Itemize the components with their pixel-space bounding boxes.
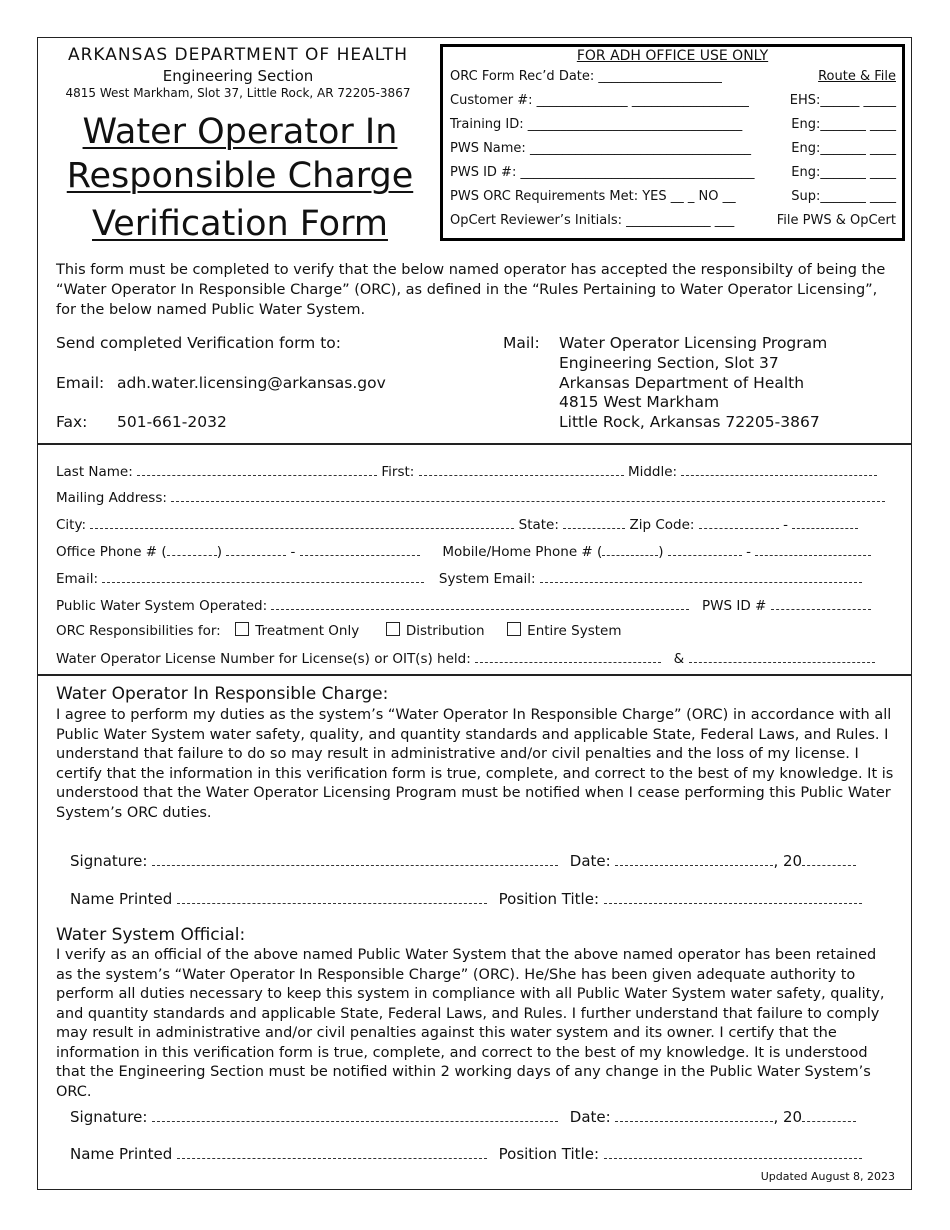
official-signature-field[interactable]: [152, 1108, 558, 1122]
office-file-pws: File PWS & OpCert: [776, 213, 896, 228]
mail-line-3: Arkansas Department of Health: [559, 374, 805, 392]
mailing-address-label: Mailing Address:: [56, 490, 167, 506]
pws-operated-label: Public Water System Operated:: [56, 598, 268, 614]
orc-date-label: Date:: [569, 852, 611, 870]
orc-name-printed-label: Name Printed: [70, 890, 173, 908]
mobile-phone-line-field[interactable]: [755, 542, 871, 556]
last-name-row: [56, 462, 877, 480]
office-sup: Sup:_______ ____: [791, 189, 896, 204]
orc-signature-label: Signature:: [70, 852, 148, 870]
office-eng-1: Eng:_______ ____: [791, 117, 896, 132]
pws-operated-field[interactable]: [271, 596, 689, 610]
official-date-field[interactable]: [615, 1108, 773, 1122]
agency-name: ARKANSAS DEPARTMENT OF HEALTH: [67, 45, 409, 65]
office-phone-line-field[interactable]: [300, 542, 420, 556]
city-field[interactable]: [90, 515, 514, 529]
updated-date: Updated August 8, 2023: [760, 1170, 895, 1183]
system-email-label: System Email:: [438, 571, 536, 587]
orc-section-heading: Water Operator In Responsible Charge:: [56, 684, 389, 704]
mobile-phone-label: Mobile/Home Phone # (: [442, 544, 603, 560]
form-page: [37, 37, 912, 1190]
license-number-field-1[interactable]: [475, 649, 661, 663]
fax-label: Fax:: [56, 413, 88, 431]
entire-system-label: Entire System: [527, 623, 622, 639]
official-date-label: Date:: [569, 1108, 611, 1126]
official-section-heading: Water System Official:: [56, 925, 246, 945]
middle-name-label: Middle:: [627, 464, 678, 480]
entire-system-checkbox[interactable]: [507, 622, 521, 636]
official-signature-label: Signature:: [70, 1108, 148, 1126]
intro-text: This form must be completed to verify that the below named operator has accepted the responsibilty of being the “Water Operator In Responsible Charge” (ORC), as defined in the “Rules Pertaining to Water Operator Licensing”, for the below named Public Water System.: [56, 262, 886, 318]
form-title-line-1: Water Operator In: [82, 112, 398, 152]
official-name-row: [70, 1145, 862, 1163]
office-use-box: [440, 44, 905, 241]
treatment-only-checkbox[interactable]: [235, 622, 249, 636]
contact-email[interactable]: adh.water.licensing@arkansas.gov: [117, 374, 386, 392]
orc-name-printed-field[interactable]: [177, 890, 487, 904]
form-title-line-3: Verification Form: [92, 204, 388, 244]
office-row-pws-name: PWS Name: __________________________________: [450, 141, 751, 156]
middle-name-field[interactable]: [681, 462, 877, 476]
office-row-received: ORC Form Rec’d Date: ___________________: [450, 69, 722, 84]
orc-responsibilities-row: [56, 622, 622, 639]
official-name-printed-field[interactable]: [177, 1145, 487, 1159]
office-phone-prefix-field[interactable]: [226, 542, 286, 556]
office-route-file: Route & File: [818, 69, 896, 84]
orc-signature-row: [70, 852, 856, 870]
office-eng-2: Eng:_______ ____: [791, 141, 896, 156]
orc-responsibilities-label: ORC Responsibilities for:: [56, 623, 221, 639]
agency-address: 4815 West Markham, Slot 37, Little Rock, AR 72205-3867: [65, 86, 411, 100]
license-amp: &: [673, 651, 685, 667]
official-signature-row: [70, 1108, 856, 1126]
license-number-label: Water Operator License Number for License(s) or OIT(s) held:: [56, 651, 471, 667]
official-position-title-field[interactable]: [604, 1145, 862, 1159]
divider-2: [38, 674, 911, 676]
zip-label: Zip Code:: [629, 517, 695, 533]
contact-fax: 501-661-2032: [117, 413, 227, 431]
distribution-label: Distribution: [405, 623, 485, 639]
orc-position-title-field[interactable]: [604, 890, 862, 904]
office-phone-area-field[interactable]: [167, 542, 217, 556]
distribution-checkbox[interactable]: [386, 622, 400, 636]
office-eng-3: Eng:_______ ____: [791, 165, 896, 180]
city-row: City: State: Zip Code: -: [56, 515, 858, 533]
treatment-only-label: Treatment Only: [255, 623, 360, 639]
email-label: Email:: [56, 374, 105, 392]
official-year-prefix: , 20: [773, 1108, 803, 1126]
state-label: State:: [518, 517, 559, 533]
official-position-title-label: Position Title:: [498, 1145, 599, 1163]
operator-email-label: Email:: [56, 571, 99, 587]
mobile-phone-area-field[interactable]: [602, 542, 658, 556]
license-number-field-2[interactable]: [689, 649, 875, 663]
orc-signature-field[interactable]: [152, 852, 558, 866]
office-row-training: Training ID: _________________________________: [450, 117, 743, 132]
mailing-address-field[interactable]: [171, 488, 885, 502]
zip-ext-field[interactable]: [792, 515, 858, 529]
office-use-heading: FOR ADH OFFICE USE ONLY: [576, 48, 769, 64]
last-name-label: Last Name:: [56, 464, 133, 480]
form-title-line-2: Responsible Charge: [66, 156, 414, 196]
phone-row: Office Phone # ( ) - Mobile/Home Phone # ( ) -: [56, 542, 871, 560]
office-row-reviewer: OpCert Reviewer’s Initials: _____________ ___: [450, 213, 735, 228]
pws-id-label: PWS ID #: [702, 598, 767, 614]
orc-name-row: [70, 890, 862, 908]
city-label: City:: [56, 517, 87, 533]
orc-year-prefix: , 20: [773, 852, 803, 870]
office-row-customer: Customer #: ______________ __________________: [450, 93, 749, 108]
pws-id-field[interactable]: [771, 596, 871, 610]
first-name-field[interactable]: [419, 462, 624, 476]
divider-1: [38, 443, 911, 445]
mail-line-2: Engineering Section, Slot 37: [559, 354, 779, 372]
official-section-text: I verify as an official of the above named Public Water System that the above named operator has been retained as the system’s “Water Operator In Responsible Charge” (ORC). He/She has been given adequate authority to perform all duties necessary to keep this system in compliance with all Public Water System water safety, quality, and quantity standards and applicable State, Federal Laws, and Rules. I further understand that failure to comply may result in administrative and/or civil penalties against this water system and its owner. I certify that the information in this verification form is true, complete, and correct to the best of my knowledge. It is understood that the Engineering Section must be notified within 2 working days of any change in the Public Water System’s ORC.: [56, 947, 885, 1100]
agency-section: Engineering Section: [162, 67, 314, 85]
mail-line-4: 4815 West Markham: [559, 393, 720, 411]
office-phone-label: Office Phone # (: [56, 544, 167, 560]
office-ehs: EHS:______ _____: [789, 93, 896, 108]
orc-year-field[interactable]: [802, 852, 856, 866]
last-name-field[interactable]: [137, 462, 377, 476]
official-name-printed-label: Name Printed: [70, 1145, 173, 1163]
send-label: Send completed Verification form to:: [56, 334, 341, 352]
mailing-address-row: [56, 488, 885, 506]
office-row-pws-id: PWS ID #: ____________________________________: [450, 165, 755, 180]
mobile-phone-prefix-field[interactable]: [668, 542, 742, 556]
operator-email-field[interactable]: [102, 569, 424, 583]
orc-section-text: I agree to perform my duties as the system’s “Water Operator In Responsible Charge” (ORC) in accordance with all Public Water System water safety, quality, and quantity standards and applicable State, Federal Laws, and Rules. I understand that failure to do so may result in administrative and/or civil penalties and the loss of my license. I certify that the information in this verification form is true, complete, and correct to the best of my knowledge. It is understood that the Water Operator Licensing Program must be notified when I cease performing this Public Water System’s ORC duties.: [56, 707, 894, 821]
orc-position-title-label: Position Title:: [498, 890, 599, 908]
orc-date-field[interactable]: [615, 852, 773, 866]
system-email-field[interactable]: [540, 569, 862, 583]
mail-label: Mail:: [503, 334, 540, 352]
office-row-requirements: PWS ORC Requirements Met: YES __ _ NO __: [450, 189, 736, 204]
mail-line-1: Water Operator Licensing Program: [559, 334, 828, 352]
pws-row: [56, 596, 871, 614]
mail-line-5: Little Rock, Arkansas 72205-3867: [559, 413, 820, 431]
official-year-field[interactable]: [802, 1108, 856, 1122]
email-row: [56, 569, 862, 587]
state-field[interactable]: [563, 515, 625, 529]
license-row: [56, 649, 875, 667]
first-name-label: First:: [381, 464, 415, 480]
zip-field[interactable]: [699, 515, 779, 529]
